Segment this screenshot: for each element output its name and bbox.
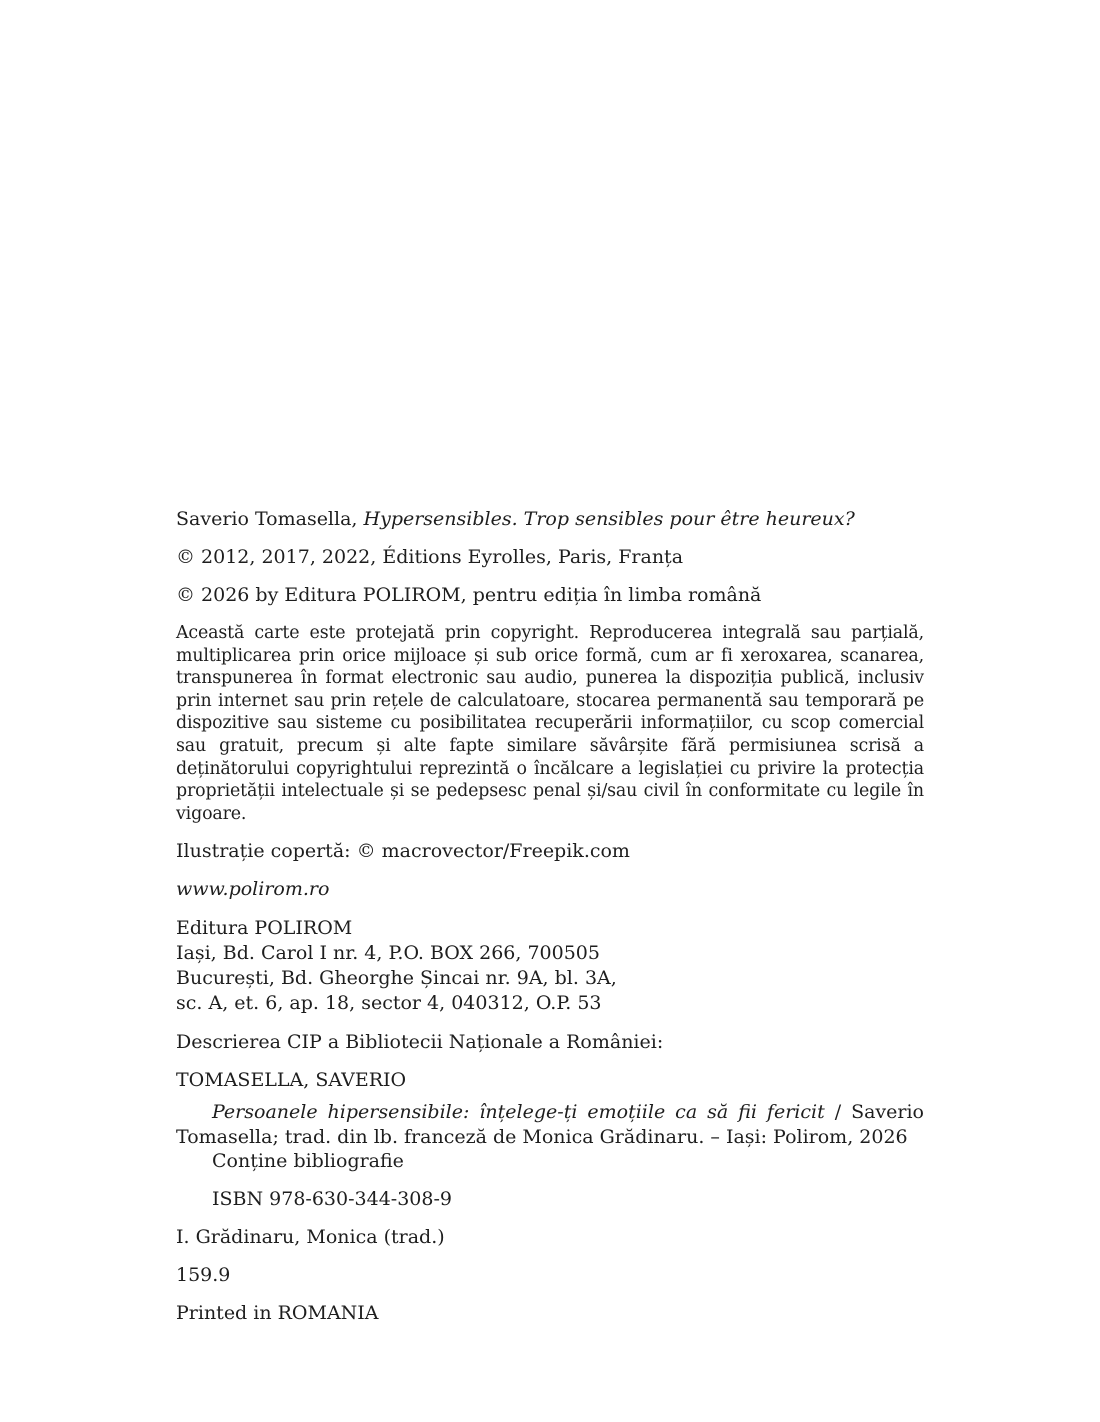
original-title-line [176,508,924,531]
original-title: Hypersensibles. Trop sensibles pour être heureux? [363,508,855,530]
cip-title-rest: / Saverio Tomasella; trad. din lb. franceză de Monica Grădinaru. – Iași: Polirom, 2026 [176,1101,925,1149]
copyright-original: © 2012, 2017, 2022, Éditions Eyrolles, Paris, Franța [176,546,684,568]
cip-contents-note: Conține bibliografie [212,1150,404,1173]
publisher-name: Editura POLIROM [176,917,353,940]
cip-heading: Descrierea CIP a Bibliotecii Naționale a României: [176,1031,664,1054]
cip-added-entry: I. Grădinaru, Monica (trad.) [176,1226,445,1249]
copyright-page [176,508,924,1325]
cip-title-entry [176,1100,924,1150]
address-iasi: Iași, Bd. Carol I nr. 4, P.O. BOX 266, 700505 [176,942,600,965]
cip-author-entry: TOMASELLA, SAVERIO [176,1069,407,1092]
copyright-romanian: © 2026 by Editura POLIROM, pentru ediția în limba română [176,584,762,606]
cip-title: Persoanele hipersensibile: înțelege-ți emoțiile ca să fii fericit [212,1101,825,1124]
publisher-address [176,916,924,1016]
address-bucuresti-2: sc. A, et. 6, ap. 18, sector 4, 040312, O.P. 53 [176,992,602,1015]
original-author: Saverio Tomasella, [176,508,358,530]
address-bucuresti-1: București, Bd. Gheorghe Șincai nr. 9A, bl. 3A, [176,967,617,990]
website-link[interactable]: www.polirom.ro [176,878,330,901]
isbn: ISBN 978-630-344-308-9 [212,1188,452,1211]
printed-in: Printed in ROMANIA [176,1302,379,1325]
cover-credit: Ilustrație copertă: © macrovector/Freepik.com [176,840,630,863]
legal-notice: Această carte este protejată prin copyright. Reproducerea integrală sau parțială, multiplicarea prin orice mijloace și sub orice formă, cum ar fi xeroxarea, scanarea, transpunerea în format electronic sau audio, punerea la dispoziția publică, inclusiv prin internet sau prin rețele de calculatoare, stocarea permanentă sau temporară pe dispozitive sau sisteme cu posibilitatea recuperării informațiilor, cu scop comercial sau gratuit, precum și alte fapte similare săvârșite fără permisiunea scrisă a deținătorului copyrightului reprezintă o încălcare a legislației cu privire la protecția proprietății intelectuale și se pedepsesc penal și/sau civil în conformitate cu legile în vigoare. [176,623,924,824]
classification: 159.9 [176,1264,231,1287]
